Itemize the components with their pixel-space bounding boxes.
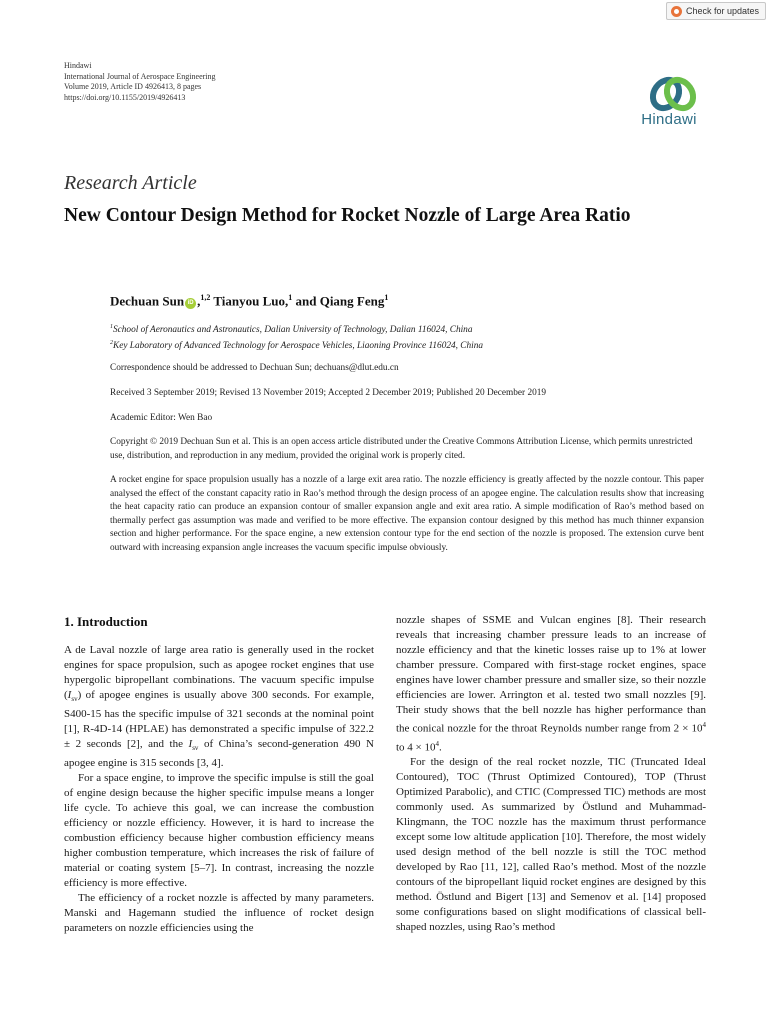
section-heading: 1. Introduction bbox=[64, 614, 148, 629]
publisher-name: Hindawi bbox=[64, 61, 92, 70]
journal-name: International Journal of Aerospace Engineering bbox=[64, 71, 216, 81]
author-name[interactable]: and Qiang Feng bbox=[295, 293, 385, 309]
paragraph: The efficiency of a rocket nozzle is affected by many parameters. Manski and Hagemann studied the influence of rocket design parameters on nozzle efficiencies using the bbox=[64, 892, 374, 935]
affiliation-item: $^2$Key Laboratory of Advanced Technology for Aerospace Vehicles, Liaoning Province 116024, China bbox=[110, 340, 484, 352]
author-list: Dechuan Sun iD ,$^{1,2}$ Tianyou Luo,$^1$ and Qiang Feng$^1$ bbox=[110, 293, 389, 309]
author-affil-sup: 1 bbox=[288, 293, 293, 302]
paragraph: A de Laval nozzle of large area ratio is generally used in the rocket engines for space propulsion, such as apogee rocket engines that use hypergolic bipropellant combinations. The vacuum specific impulse $(I_{sv})$ of apogee engines is usually above 300 seconds. For example, S400-15 has the specific impulse of 321 seconds at the nominal point [1], R-4D-14 (HPLAE) has demonstrated a specific impulse of 322.2 ± 2 seconds [2], and the $I_{sv}$ of China’s second-generation 490 N apogee engine is 315 seconds [3, 4]. bbox=[64, 644, 375, 770]
academic-editor: Academic Editor: Wen Bao bbox=[110, 413, 213, 423]
journal-header bbox=[64, 61, 216, 103]
author-name[interactable]: Tianyou Luo bbox=[213, 293, 285, 309]
affiliations bbox=[110, 321, 483, 353]
author-affil-sup: 1,2 bbox=[200, 293, 211, 302]
paragraph: For a space engine, to improve the specific impulse is still the goal of engine design because the higher specific impulse means a longer life cycle. To achieve this goal, we can increase the combustion efficiency or nozzle efficiency. However, it is hard to increase the combustion efficiency because higher combustion efficiency means higher combustion temperature, which increases the risk of failure of material or coating system [5–7]. In contrast, increasing the nozzle efficiency is more effective. bbox=[64, 772, 374, 890]
hindawi-logo-text: Hindawi bbox=[641, 111, 697, 128]
doi-link[interactable]: https://doi.org/10.1155/2019/4926413 bbox=[64, 92, 186, 102]
author-name[interactable]: Dechuan Sun bbox=[110, 293, 185, 309]
affiliation-item: $^1$School of Aeronautics and Astronautics, Dalian University of Technology, Dalian 116024, China bbox=[110, 324, 473, 336]
copyright-notice: Copyright © 2019 Dechuan Sun et al. This is an open access article distributed under the Creative Commons Attribution License, which permits unrestricted use, distribution, and reproduction in any medium, provided the original work is properly cited. bbox=[110, 437, 693, 461]
body-column-left bbox=[64, 614, 374, 936]
paragraph: nozzle shapes of SSME and Vulcan engines [8]. Their research reveals that increasing chamber pressure leads to an increase of nozzle efficiency and that the kinetic losses raise up to 1% at lower chamber pressure. Compared with first-stage rocket engines, space engines have lower chamber pressure and smaller size, so their nozzle efficiencies are lower. Arrington et al. tested two small nozzles [9]. Their study shows that the bell nozzle has higher performance than the conical nozzle for the throat Reynolds number range from $2 \times 10^4$ to $4 \times 10^4$. bbox=[396, 614, 706, 754]
author-affil-sup: 1 bbox=[384, 293, 389, 302]
journal-volume: Volume 2019, Article ID 4926413, 8 pages bbox=[64, 82, 202, 91]
abstract: A rocket engine for space propulsion usually has a nozzle of a large exit area ratio. The nozzle efficiency is greatly affected by the nozzle contour. This paper analysed the effect of the constant capacity ratio in Rao’s method through the design process of an apogee engine. The calculation results show that increasing the heat capacity ratio can produce an expansion contour of smaller expansion angle and exit area ratio. A simple modification of Rao’s method based on thermally perfect gas assumption was made and verified to be more effective. The expansion contour designed by this method has much thinner expansion section and higher performance. For the space engine, a new extension contour type for the end section of the nozzle is proposed. The extension curve bent outward with increasing expansion angle increases the vacuum specific impulse obviously. bbox=[110, 475, 704, 553]
publication-dates: Received 3 September 2019; Revised 13 November 2019; Accepted 2 December 2019; Published 20 December 2019 bbox=[110, 388, 547, 398]
article-title: New Contour Design Method for Rocket Nozzle of Large Area Ratio bbox=[64, 205, 631, 226]
check-for-updates-button[interactable] bbox=[666, 2, 766, 20]
article-type: Research Article bbox=[64, 172, 197, 194]
paragraph: For the design of the real rocket nozzle, TIC (Truncated Ideal Contoured), TOC (Thrust Optimized Contoured), TOP (Thrust Optimized Parabolic), and CTIC (Compressed TIC) methods are most commonly used. As summarized by Östlund and Muhammad-Klingmann, the TOC nozzle has the maximum thrust performance except some low altitude application [10]. Therefore, the most widely used design method of the bell nozzle is still the TOC method developed by Rao [11, 12], called Rao’s method. Most of the nozzle contours of the bipropellant liquid rocket engines are designed by this method. Östlund and Bigert [13] and Semenov et al. [14] proposed some configurations based on slight modifications of classical bell-shaped nozzles, using Rao’s method bbox=[396, 756, 706, 934]
crossmark-icon bbox=[671, 6, 682, 17]
orcid-icon[interactable]: iD bbox=[185, 298, 196, 309]
check-for-updates-label: Check for updates bbox=[686, 6, 760, 16]
body-column-right bbox=[396, 613, 706, 935]
correspondence: Correspondence should be addressed to Dechuan Sun; dechuans@dlut.edu.cn bbox=[110, 363, 399, 373]
